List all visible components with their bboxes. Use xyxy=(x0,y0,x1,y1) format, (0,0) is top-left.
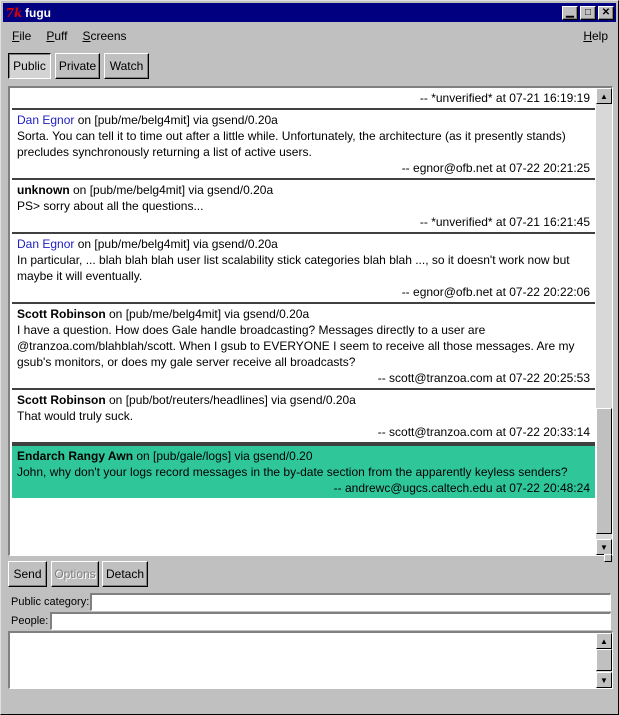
pane-resize-grip[interactable] xyxy=(604,554,612,562)
message-meta: on [pub/me/belg4mit] via gsend/0.20a xyxy=(105,307,310,321)
menu-bar xyxy=(3,27,616,45)
menu-file[interactable] xyxy=(3,29,37,43)
menu-help-label: elp xyxy=(591,29,608,43)
compose-scroll-down-arrow-icon[interactable]: ▼ xyxy=(596,672,612,688)
message-header xyxy=(17,306,590,322)
message-meta: on [pub/me/belg4mit] via gsend/0.20a xyxy=(69,183,274,197)
menu-puff[interactable] xyxy=(37,29,73,43)
message-meta: on [pub/me/belg4mit] via gsend/0.20a xyxy=(74,113,278,127)
message-body: I have a question. How does Gale handle broadcasting? Messages directly to a user are @tranzoa.com/blahblah/scott. When I gsub to EVERYONE I seem to receive all those messages. Are my gsub's monitors, or does my gale server receive all broadcasts? xyxy=(17,323,575,369)
message-item-selected[interactable] xyxy=(12,444,595,498)
minimize-button[interactable]: ▁ xyxy=(562,6,578,20)
message-sender[interactable]: Dan Egnor xyxy=(17,237,75,251)
message-item xyxy=(12,110,595,180)
menu-screens[interactable] xyxy=(74,29,133,43)
message-item xyxy=(12,180,595,234)
message-body: PS> sorry about all the questions... xyxy=(17,199,204,213)
options-button: Options xyxy=(51,561,99,587)
message-header xyxy=(17,112,590,128)
tab-private[interactable]: Private xyxy=(55,53,100,79)
message-header xyxy=(17,182,590,198)
message-item xyxy=(12,390,595,444)
compose-scroll-up-arrow-icon[interactable]: ▲ xyxy=(596,633,612,649)
menu-help[interactable] xyxy=(574,29,616,43)
scroll-down-arrow-icon[interactable]: ▼ xyxy=(596,539,612,555)
send-button[interactable]: Send xyxy=(8,561,47,587)
title-bar[interactable] xyxy=(3,3,616,22)
menu-screens-label: creens xyxy=(90,29,127,43)
close-button[interactable]: ✕ xyxy=(598,6,614,20)
message-meta: on [pub/bot/reuters/headlines] via gsend/0.20a xyxy=(105,393,356,407)
message-body: In particular, ... blah blah blah user list scalability stick categories blah blah ..., so it doesn't work now but maybe it will eventually. xyxy=(17,253,570,283)
menu-puff-mnemonic: P xyxy=(46,29,55,43)
public-category-field[interactable] xyxy=(90,593,611,611)
tab-watch[interactable]: Watch xyxy=(104,53,149,79)
message-item xyxy=(12,304,595,390)
message-pane[interactable] xyxy=(8,86,613,556)
maximize-button[interactable]: □ xyxy=(580,6,596,20)
message-signature: -- *unverified* at 07-21 16:19:19 xyxy=(419,91,590,105)
message-header xyxy=(17,236,590,252)
menu-puff-label: uff xyxy=(54,29,68,43)
compose-area xyxy=(8,631,613,689)
message-sender: Scott Robinson xyxy=(17,307,106,321)
people-label: People: xyxy=(11,615,49,627)
message-signature: -- andrewc@ugcs.caltech.edu at 07-22 20:48:24 xyxy=(333,481,590,495)
message-signature: -- *unverified* at 07-21 16:21:45 xyxy=(419,215,590,229)
scroll-up-arrow-icon[interactable]: ▲ xyxy=(596,88,612,104)
message-meta: on [pub/me/belg4mit] via gsend/0.20a xyxy=(74,237,278,251)
message-header xyxy=(17,392,590,408)
menu-file-label: ile xyxy=(19,29,32,43)
message-signature: -- scott@tranzoa.com at 07-22 20:25:53 xyxy=(377,371,590,385)
message-body: John, why don't your logs record messages in the by-date section from the apparently keyless senders? xyxy=(17,465,568,479)
menu-file-mnemonic: F xyxy=(12,29,20,43)
message-sender: Scott Robinson xyxy=(17,393,106,407)
message-body: That would truly suck. xyxy=(17,409,134,423)
menu-help-mnemonic: H xyxy=(583,29,592,43)
message-meta: on [pub/gale/logs] via gsend/0.20 xyxy=(133,449,313,463)
people-field[interactable] xyxy=(50,612,611,630)
compose-scroll-thumb[interactable] xyxy=(596,649,612,671)
menu-screens-mnemonic: S xyxy=(82,29,91,43)
message-signature: -- scott@tranzoa.com at 07-22 20:33:14 xyxy=(377,425,590,439)
message-body: Sorta. You can tell it to time out after a little while. Unfortunately, the architecture (as it presently stands) precludes synchronously returning a list of active users. xyxy=(17,129,566,159)
message-header xyxy=(17,448,590,464)
compose-scrollbar[interactable] xyxy=(596,633,612,688)
message-item xyxy=(12,234,595,304)
detach-button[interactable]: Detach xyxy=(102,561,148,587)
message-scrollbar[interactable] xyxy=(596,88,612,555)
message-sender: unknown xyxy=(17,183,70,197)
compose-body-input[interactable] xyxy=(10,633,596,687)
window-title: fugu xyxy=(25,5,51,20)
message-signature: -- egnor@ofb.net at 07-22 20:21:25 xyxy=(401,161,590,175)
message-sender[interactable]: Dan Egnor xyxy=(17,113,75,127)
tk-feather-icon[interactable]: 7k xyxy=(5,5,23,20)
scroll-thumb[interactable] xyxy=(596,408,612,534)
tab-public[interactable]: Public xyxy=(8,53,51,79)
message-list xyxy=(12,88,595,498)
public-category-label: Public category: xyxy=(11,596,90,608)
message-signature: -- egnor@ofb.net at 07-22 20:22:06 xyxy=(401,285,590,299)
message-item xyxy=(12,88,595,110)
message-sender: Endarch Rangy Awn xyxy=(17,449,134,463)
